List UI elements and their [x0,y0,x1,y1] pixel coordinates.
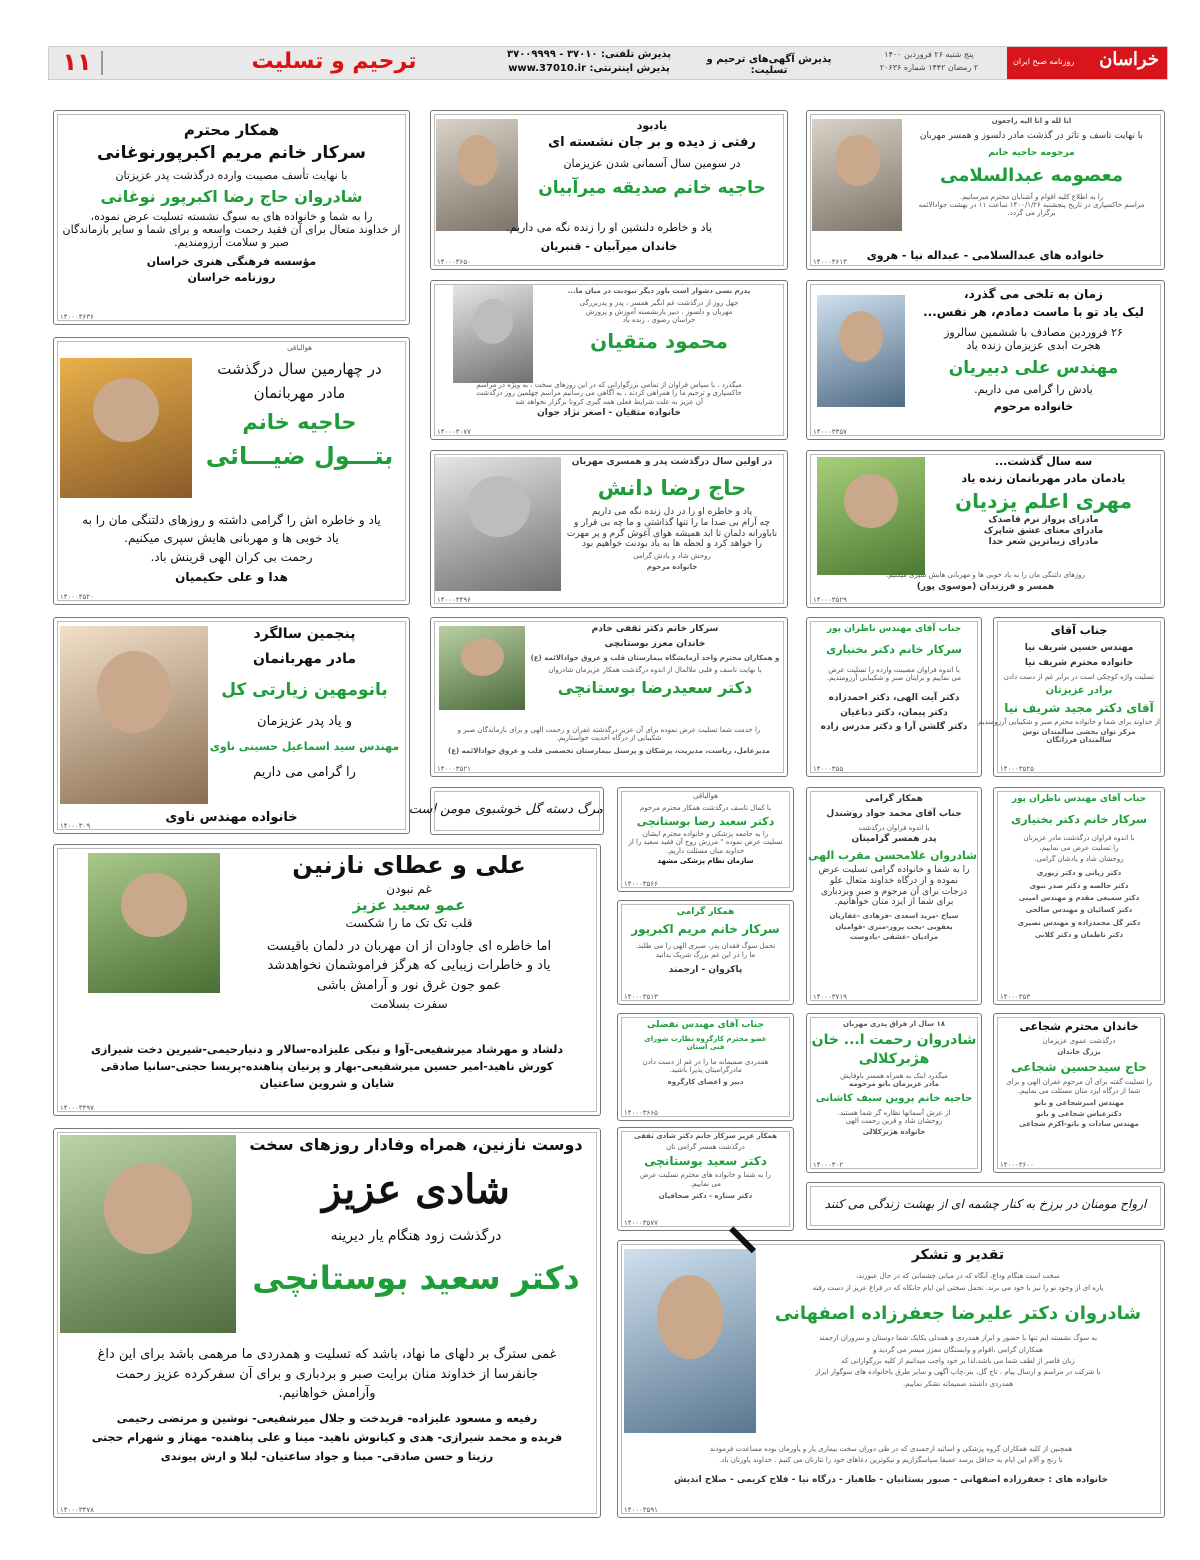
ad-heading: ۱۸ سال از فراق پدری مهربان [842,1020,945,1028]
ad-name: شادی عزیز [322,1166,510,1214]
ad-heading: پدرم بسی دشوار است باور دیگر نبودنت در میان ما... [567,287,751,295]
ad-condolence-boostanchi-hospital [430,617,788,777]
ad-text: یاد و خاطرات زیبایی که هرگز فراموشمان نخواهدشد [267,958,551,974]
ad-text: رحمت بی کران الهی قرینش باد. [150,549,313,564]
ad-text: عضو محترم کارگروه نظارت شورای [644,1034,767,1043]
ad-text: جانفرسا از خداوند منان برایت صبر و بردباری و برای آن سفرکرده عزیز رحمت [115,1366,539,1382]
ad-text: از عرش آسمانها نظاره گر شما هستند. [837,1108,951,1117]
ad-text: جهل روز از درگذشت غم انگیز همسر ، پدر و پدربزرگی [579,299,739,308]
ad-text: مادرگرامیتان پذیرا باشید. [669,1065,742,1074]
ad-text: را به شما و خانواده های محترم تسلیت عرض [640,1171,771,1180]
ad-text: هجرت ابدی عزیزمان زنده یاد [966,338,1101,352]
ad-signature: خانواده های عبدالسلامی - عبداله نیا - هروی [866,249,1105,262]
ad-deceased-name: دکتر سعید بوستانچی [644,1153,767,1168]
ad-text: را گرامی می داریم [253,764,356,780]
ad-code: ۱۴۰۰۰۳۳۵۷ [813,428,847,436]
ad-memorial-danesh [430,450,788,608]
ad-signature: همسر و فرزندان (موسوی پور) [916,582,1055,593]
ad-signature: دکتر ستاره - دکتر صحافیان [658,1191,753,1200]
issue-date: پنج شنبه ۲۶ فروردین ۱۴۰۰ [884,50,974,59]
ad-condolence-medical-council [617,787,794,892]
ad-memorial-ziaei [53,337,410,605]
ad-code: ۱۴۰۰۰۳۵۵ [813,765,844,773]
ad-code: ۱۴۰۰۰۳۰۹ [60,822,91,830]
ad-text: و یاد پدر عزیزمان [257,713,352,729]
ad-quote-flower [408,787,604,835]
ad-deceased-name: شادروان دکتر علیرضا جعفرزاده اصفهانی [774,1302,1142,1324]
ad-heading: انا لله و انا الیه راجعون [991,117,1072,125]
ad-code: ۱۴۰۰۰۳۶۵۰ [437,258,471,266]
ads-label: پذیرش آگهی‌های ترحیم و تسلیت: [706,54,832,76]
ad-code: ۱۴۰۰۰۳۶۳۶ [60,313,94,321]
ad-signature: رفیعه و مسعود علیزاده- فریدخت و جلال میرشفیعی- نوشین و مرتضی رحیمی [116,1411,538,1425]
ad-deceased-name: حاجیه خانم صدیقه میرآبیان [538,177,766,198]
ad-text: وآرامش خواهانیم. [278,1386,376,1402]
ad-text: را به شما و خانواده گرامی تسلیت عرض [818,864,970,875]
ad-heading: جناب آقای مهندس ناظران پور [1011,794,1147,804]
ad-memorial-hojabrkalali [806,1013,982,1173]
ad-text: ۲۶ فروردین مصادف با ششمین سالروز [944,325,1123,339]
ad-deceased-name: محمود متقیان [590,328,728,353]
ad-deceased-name: آقای دکتر مجید شریف نیا [1004,701,1154,716]
page-number: ۱۱ [62,48,92,76]
ad-text: می نماییم. [690,1179,721,1188]
ad-text: مادر مهربانمان [253,384,346,403]
ad-signature: خانواده هژبرکلالی [862,1127,926,1136]
ad-text: در سومین سال آسمانی شدن عزیزمان [563,156,741,170]
phone-label: پذیرش تلفنی: ۳۷۰۱۰ - ۳۷۰۰۹۹۹۹ [507,49,671,60]
ad-signature: دکتر زیانی و دکتر زیوری [1036,869,1122,878]
ad-heading: جناب آقای [1050,624,1108,637]
ad-text: برگزار می گردد. [1007,209,1056,218]
ad-text: سخت است هنگام وداع، آنگاه که در میانی چشمانی که در حال عبورند، [856,1271,1060,1280]
ad-text: روحشان شاد و قرین رحمت الهی [845,1117,943,1126]
ad-text: اما خاطره ای جاودان از ان مهربان در دلمان باقیست [266,938,552,954]
ad-text: همدردی صمیمانه ما را در غم از دست دادن [642,1057,769,1066]
ad-obituary-abdolsalami [806,110,1165,270]
ad-text: با شرکت در مراسم و ارسال پیام ، تاج گل، بنر،چاپ آگهی و سایر طرق باخانواده های سوگوار ابراز [815,1368,1101,1377]
ad-text: قلب تک تک ما را شکست [345,916,473,931]
ad-signature: دلشاد و مهرشاد میرشفیعی-آوا و نیکی علیزاده-سالار و دنیارحیمی-شیرین دخت شیرازی [90,1043,564,1056]
ad-signature: روزنامه خراسان [187,270,276,284]
ad-code: ۱۴۰۰۰۳۷۱۹ [813,993,847,1001]
ad-condolence-uncle-saeed [53,844,601,1116]
ad-name: جناب آقای محمد جواد روشندل [826,808,962,819]
ad-text: را تسلیت عرض می نماییم، [1039,844,1119,853]
logo-text: خراسان [1099,49,1159,70]
ad-signature: فریده و محمد شیرازی- هدی و کیانوش ناهید- مینا و علی پناهنده- مهناز و شهرام حجتی [91,1430,563,1444]
ad-signature: دکتر گلشن آرا و دکتر مدرس زاده [820,722,968,733]
ad-heading: سرکار خانم دکتر ثقفی خادم [591,624,719,634]
ad-text: شما از درگاه ایزد منان مسئلت می نماییم. [1017,1086,1141,1095]
ad-text: درگذشت همسر گرامی تان [666,1143,745,1152]
ad-text: صبر و سلامت آرزومندیم. [174,236,289,250]
ad-memorial-ziarati [53,617,410,834]
ad-signature: خاندان میرآبیان - قنبریان [540,240,678,254]
ad-deceased-name: شادروان رحمت ا... خان [811,1032,977,1049]
ad-signature: دکتر ناظمان و دکتر کلانی [1034,931,1124,940]
ad-signature: دکتر خالصه و دکتر صدر نبوی [1029,881,1129,890]
ad-memorial-mirabian [430,110,788,270]
ad-text: خراسان رضوی ، زنده یاد [622,316,696,325]
ad-deceased-name: دکتر سعید رضا بوستانچی [636,814,775,828]
ad-signature: مرکز توان بخشی سالمندان توس [1022,727,1136,736]
ad-signature: مهندس سادات و بانو-اکرم شجاعی [1019,1119,1139,1128]
ad-text: را به شما و خانواده های به سوگ نشسته تسلیت عرض نموده، [90,209,373,223]
ad-signature: سازمان نظام پزشکی مشهد [657,857,754,866]
ad-code: ۱۴۰۰۰۳۶۱۳ [813,258,847,266]
ad-signature: خانواده مرحوم [646,562,698,571]
ad-signature: سیاح -مرید اسعدی -فرهادی -غفاریان [829,912,959,921]
ad-deceased-name: بانومهین زیارتی کل [221,679,388,700]
ad-deceased-name: شادروان غلامحسن مقرب الهی [807,848,977,862]
newspaper-logo [1007,47,1167,79]
ad-code: ۱۴۰۰۰۳۵۲۱ [437,765,471,773]
ad-name: خانواده محترم شریف نیا [1024,657,1134,668]
ad-heading: سه سال گذشت... [994,455,1093,468]
ad-text: درگذشت زود هنگام یار دیرینه [330,1228,502,1245]
ad-heading: هوالباقی [287,344,312,352]
ad-condolence-nazeranpour-2 [993,787,1165,1005]
ad-signature: مدیرعامل، ریاست، مدیریت، پزشکان و پرسنل بیمارستان تخصصی قلب و عروق جوادالائمه (ع) [448,746,770,755]
ad-text: غم نبودن [386,881,432,896]
ad-signature: دکترعباس شجاعی و بانو [1036,1109,1122,1118]
ad-text: مادر عزیزمان بانو مرحومه [849,1080,939,1089]
ad-heading: همکار گرامی [865,794,923,804]
ad-quote-paradise [806,1182,1165,1230]
ad-text: مادرای پرواز نرم قاصدک [988,515,1099,526]
ad-condolence-shadi [53,1128,601,1518]
ad-text: روحشان شاد و یادشان گرامی. [1034,854,1124,863]
ad-code: ۱۴۰۰۰۳۰۲ [813,1161,844,1169]
ad-signature: خانواده های : جعفرزاده اصفهانی - صبور بستانیان - طاهباز - درگاه نیا - فلاح کریمی - صلاح اندیش [673,1474,1109,1485]
ad-text: با نهایت تاسف و قلبی ملالمال از اندوه درگذشت همکار عزیزمان شادروان [548,665,762,674]
ad-text: ناباورانه دلمان تا ابد همیشه هوای آغوش گرم و پر مهرت [566,528,778,539]
ad-text: همدردی داشتند صمیمانه تشکر نماییم. [902,1379,1014,1388]
ad-deceased-name: مهندس سید اسماعیل حسینی ناوی [209,739,400,753]
ad-heading: در اولین سال درگذشت پدر و همسری مهربان [571,457,773,467]
ad-signature: خانواده متقیان - اصغر نژاد جوان [537,408,681,419]
ad-text: یاد خوبی ها و مهربانی هایش سپری میکنیم. [124,531,339,546]
ad-text: روحش شاد و یادش گرامی [633,552,711,561]
calligraphy-quote: ارواح مومنان در برزخ به کنار چشمه ای از بهشت زندگی می کنند [824,1197,1147,1211]
ad-text: بزرگ خاندان [1057,1047,1101,1056]
ad-deceased-name: شادروان حاج رضا اکبرپور نوغانی [100,186,363,206]
ad-code: ۱۴۰۰۰۳۴۹۶ [437,596,471,604]
ad-verse: لیک یاد تو با ماست دمادم، هر نفس... [923,305,1144,320]
ad-text: تا رنج و آلام این ایام به حداقل برسد عمیقا سپاسگزاریم و نیکوترین دعاهای خود را نثارتان می کنیم . خداوند یاورتان باد. [719,1456,1063,1465]
ad-text: را خواهد کرد و لحظه ها به یاد بودنت خواهیم بود [582,539,762,550]
ad-heading: خاندان محترم شجاعی [1019,1020,1139,1033]
ad-text: را به جامعه پزشکی و خانواده محترم ایشان [642,829,769,838]
ad-text: با اندوه فراوان درگذشت [858,823,930,832]
ad-text: تسلیت واژه کوچکی است در برابر غم از دست دادن [1003,672,1155,681]
ad-deceased-name: حاج سیدحسین شجاعی [1011,1059,1147,1074]
ad-deceased-name: دکتر سعیدرضا بوستانچی [557,678,753,698]
ad-signature: خانواده مهندس ناوی [165,810,298,825]
ad-signature: یعقوبی -بخت پرور-منری -قوامیان [835,922,953,931]
ad-text: را خدمت شما تسلیت عرض نموده برای آن عزیز درگذشته غفران و رحمت الهی و برای بازماندگان صبر و [457,726,761,734]
ad-condolence-shojaei [993,1013,1165,1173]
portrait-photo [435,457,561,591]
ad-text: تحمل سوگ فقدان پدر، صبری الهی را می طلبد. [635,942,776,951]
ad-deceased-name: مهندس علی دبیریان [948,358,1119,379]
page-header [48,46,1168,80]
ad-signature: شایان و شروین ساعتیان [259,1077,395,1091]
ad-signature: سالمندان فرزانگان [1046,736,1112,745]
ad-text: پدر همسر گرامیتان [851,833,937,844]
ad-text: از خداوند متعال برای آن فقید رحمت واسعه و برای شما و سایر بازماندگان [62,222,401,236]
ad-text: چه آرام بی صدا ما را تنها گذاشتی و ما چه بی قرار و [574,517,770,528]
ad-text: تسلیت عرض نموده " مرزش روح آن فقید سعید را از [628,838,783,847]
ad-text: در چهارمین سال درگذشت [217,360,382,379]
ad-verse: رفتی ز دیده و بر جان نشسته ای [548,135,756,151]
ad-text: مرحومه حاجیه خانم [988,148,1075,159]
ad-heading: همکار عزیز سرکار خانم دکتر شادی ثقفی [634,1132,777,1140]
ad-text: سفرت بسلامت [370,997,448,1012]
ad-deceased-name: حاجیه خانم پروین سیف کاشانی [815,1092,973,1104]
ad-condolence-akbarpour [53,110,410,325]
ad-text: آن عزیز به علت شرایط فعلی همه گیری کرونا برگزار نخواهد شد [515,397,703,406]
portrait-photo [60,1135,236,1333]
portrait-photo [60,358,192,498]
portrait-photo [436,119,518,231]
ad-text: میگذرد ، با سپاس فراوان از تمامی بزرگوارانی که در این روزهای سخت ، به ویژه در مراسم [476,381,742,389]
ad-text: برای شما از ایزد منان خواهانیم. [834,897,954,908]
ad-text: مادرای معنای عشق شاپرک [983,526,1104,537]
logo-subtitle: روزنامه صبح ایران [1013,57,1075,66]
ad-heading: دوست نازنین، همراه وفادار روزهای سخت [249,1135,583,1154]
portrait-photo [60,626,208,804]
ad-deceased-name: مهری اعلم یزدیان [955,489,1132,514]
ad-text: زبان قاصر از لطف شما می باشد،لذا بر خود واجب میدانیم از کلیه بزرگوارانی که [841,1356,1075,1365]
ad-code: ۱۴۰۰۰۳۵۳ [1000,993,1031,1001]
ad-text: مراسم خاکسپاری در تاریخ پنجشنبه ۱۴۰۰/۱/۲۶ ساعت ۱۱ در بهشت جوادالائمه [918,200,1145,209]
ad-text: و همکاران محترم واحد آزمایشگاه بیمارستان قلب و عروق جوادالائمه (ع) [530,653,780,662]
ad-text: ما را در این غم بزرگ شریک بدانید [655,950,756,959]
ad-signature: دکتر پیمان، دکتر دباغیان [840,707,948,718]
portrait-photo [817,295,905,407]
ad-text: خداوند منان مسئلت داریم. [666,846,745,855]
ad-deceased-title: حاجیه خانم [242,410,357,435]
ad-code: ۱۴۰۰۰۳۴۷۸ [60,1506,94,1514]
ad-condolence-akbarpour-2 [617,900,794,1005]
ad-deceased-name: عمو سعید عزیز [352,896,466,915]
ad-name: سرکار خانم دکتر بختیاری [1011,812,1147,826]
ad-signature: پاکروان - ارجمند [668,964,743,975]
ad-text: به سوگ نشسته ایم تنها با حضور و ابراز همدردی و همدلی یکایک شما دوستان و سروران ارجمند [818,1334,1098,1343]
ad-deceased-name: هژبرکلالی [858,1051,930,1068]
ad-signature: مرادیان -عشقی -بادوست [849,932,939,941]
ad-signature: دکتر گل محمدزاده و مهندس نصیری [1017,918,1141,927]
ad-text: مهربان و دلسوز ، دبیر بازنشسته آموزش و پرورش [585,307,733,316]
ad-condolence-roshandel [806,787,982,1005]
web-label: پذیرش اینترنتی: www.37010.ir [508,63,670,74]
ad-heading: تقدیر و تشکر [911,1247,1005,1263]
ad-name: سرکار خانم مریم اکبرپور [631,921,780,936]
ad-text: یاد و خاطره دلنشین او را زنده نگه می داریم. [506,221,712,234]
ad-memorial-dabirian [806,280,1165,440]
ad-code: ۱۴۰۰۰۳۵۹۱ [624,1506,658,1514]
issue-number: ۲ رمضان ۱۴۴۲ شماره ۲۰۶۳۶ [879,63,979,72]
portrait-photo [812,119,902,231]
ad-condolence-tafazoli [617,1013,794,1121]
ad-heading: همکار گرامی [676,907,735,917]
ad-text: را به اطلاع کلیه اقوام و آشنایان محترم میرسانیم. [959,192,1104,201]
ad-code: ۱۴۰۰۰۳۵۷۷ [624,1219,658,1227]
ad-name: مهندس حسین شریف نیا [1024,643,1134,654]
ad-text: را تسلیت گفته برای آن مرحوم غفران الهی و برای [1006,1078,1152,1087]
ad-condolence-saghafi [617,1127,794,1231]
ad-text: عمو جون غرق نور و آرامش باشی [316,977,502,993]
ad-code: ۱۴۰۰۰۳۵۱۳ [624,993,658,1001]
ad-signature: رزیتا و حسن صادقی- مینا و جواد ساعتیان- لیلا و ارش پیوندی [160,1450,494,1464]
ad-text: یادمان مادر مهربانمان زنده یاد [961,472,1126,486]
ad-heading: جناب آقای مهندس ناظران پور [826,624,962,634]
ad-deceased-name: بتـــول ضیـــائی [205,441,394,470]
ad-text: برادر عزیزتان [1045,685,1113,697]
ad-text: میگذرد اینک به همراه همسر باوفایش [840,1071,948,1080]
portrait-photo [439,626,525,710]
ad-text: با کمال تاسف درگذشت همکار محترم مرحوم [639,804,772,813]
ad-text: یاد و خاطره اش را گرامی داشته و روزهای دلتنگی مان را به [82,513,381,527]
ad-memorial-motaghian [430,280,788,440]
ad-deceased-name: حاج رضا دانش [597,475,747,500]
ad-text: یاد و خاطره او را در دل زنده نگه می داریم [591,506,753,517]
ad-text: روزهای دلتنگی مان را به یاد خوبی ها و مهربانی هایش سپری میکنیم. [885,571,1086,579]
ad-code: ۱۴۰۰۰۳۶۶۵ [624,1109,658,1117]
ad-signature: دکتر سمیعی مقدم و مهندس امینی [1018,893,1140,902]
portrait-photo [88,853,220,993]
ad-condolence-nazeranpour-1 [806,617,982,777]
ad-heading: علی و عطای نازنین [292,851,526,879]
ad-name: سرکار خانم دکتر بختیاری [826,642,962,656]
ad-signature: کورش ناهید-امیر حسین میرشفیعی-بهار و پرنیان پناهنده-پریسا حجتی-سانیا صادقی [100,1060,554,1074]
ad-heading: هوالباقی [693,792,718,800]
ad-signature: مهندس امیرشجاعی و بانو [1034,1099,1124,1108]
ad-signature: خانواده مرحوم [993,399,1074,413]
ad-deceased-name: دکتر سعید بوستانچی [252,1258,580,1297]
divider [101,51,103,75]
ad-deceased-name: معصومه عبدالسلامی [940,164,1123,186]
ad-text: با نهایت تاسف و تاثر در گذشت مادر دلسوز و همسر مهربان [919,131,1144,142]
ad-signature: مؤسسه فرهنگی هنری خراسان [146,255,317,269]
ad-text: درجات برای آن مرحوم و صبر وبردباری [820,886,968,897]
portrait-photo [624,1249,756,1433]
ad-text: غمی سترگ بر دلهای ما نهاد، باشد که تسلیت و همدردی ما مرهمی باشد برای این داغ [97,1347,557,1362]
ad-signature: دکتر کسائیان و مهندس صالحی [1025,906,1133,915]
ad-code: ۱۴۰۰۰۳۶۰۰ [1000,1161,1034,1169]
ad-code: ۱۴۰۰۰۳۵۲۰ [60,593,94,601]
ad-text: همچنین از کلیه همکاران گروه پزشکی و اساتید ارجمندی که در طی دوران سخت بیماری یار و یاورمان بوده مساعدت فرمودند [709,1445,1073,1453]
ad-heading: همکار محترم [183,121,280,139]
ad-text: مادر مهربانمان [252,650,357,667]
ad-text: همکاران گرامی ،اقوام و وابستگان معزز میسر می گردید و [873,1345,1043,1354]
ad-text: درگذشت عموی عزیزمان [1042,1037,1116,1046]
ad-heading: خاندان معزز بوستانچی [604,638,706,649]
ad-signature: دکتر آیت الهی، دکتر احمدزاده [828,692,960,703]
portrait-photo [453,285,533,383]
ad-text: با اندوه فراوان مصیبت وارده را تسلیت عرض [828,665,960,674]
ad-text: مادرای زیباترین شعر خدا [988,536,1099,547]
ad-text: با اندوه فراوان درگذشت مادر عزیزتان [1023,833,1135,842]
ad-condolence-sharifnia [978,617,1165,777]
ad-text: پاره ای از وجود تو را نیز با خود می برند. تحمل سختی این ایام جانکاه که در فراغ عزیز از دست رفته [812,1284,1104,1293]
section-title: ترحیم و تسلیت [251,49,417,74]
ad-heading: جناب آقای مهندس تفضلی [647,1020,764,1030]
ad-memorial-yazdian [806,450,1165,608]
ad-text: شکیبایی از درگاه احدیت خواستاریم. [556,734,662,743]
ad-thanks-jafarzadeh [617,1240,1165,1518]
ad-code: ۱۴۰۰۰۳۴۹۷ [60,1104,94,1112]
ad-text: خاکسپاری و ترحیم ما را همراهی کردند ، به آگاهی می رسانیم مراسم چهلمین روز درگذشت [476,389,742,398]
ad-text: یادش را گرامی می داریم. [974,382,1093,396]
calligraphy-quote: مرگ دسته گل خوشبوی مومن است [408,802,603,817]
ad-verse: زمان به تلخی می گذرد، [964,287,1103,301]
ad-heading: یادبود [636,119,668,132]
ad-signature: دبیر و اعضای کارگروه [667,1078,744,1087]
ad-text: فنی استان [686,1043,725,1052]
ad-text: نموده و از درگاه خداوند متعال علو [829,875,959,886]
ad-heading: پنجمین سالگرد [253,626,356,642]
ad-code: ۱۴۰۰۰۳۵۶۶ [624,880,658,888]
ad-text: از خداوند برای شما و خانواده محترم صبر و شکیبایی آرزومندیم [978,717,1160,726]
ad-signature: هدا و علی حکیمیان [175,570,288,585]
ad-name: سرکار خانم مریم اکبرپورنوغانی [97,143,366,163]
ad-text: می نماییم و برایتان صبر و شکیبایی آرزومندیم. [826,674,962,683]
portrait-photo [817,457,925,575]
ad-text: با نهایت تأسف مصیبت وارده درگذشت پدر عزیزتان [115,169,348,183]
ad-code: ۱۴۰۰۰۳۰۷۷ [437,428,471,436]
ad-code: ۱۴۰۰۰۳۵۲۹ [813,596,847,604]
ad-code: ۱۴۰۰۰۳۵۲۵ [1000,765,1034,773]
